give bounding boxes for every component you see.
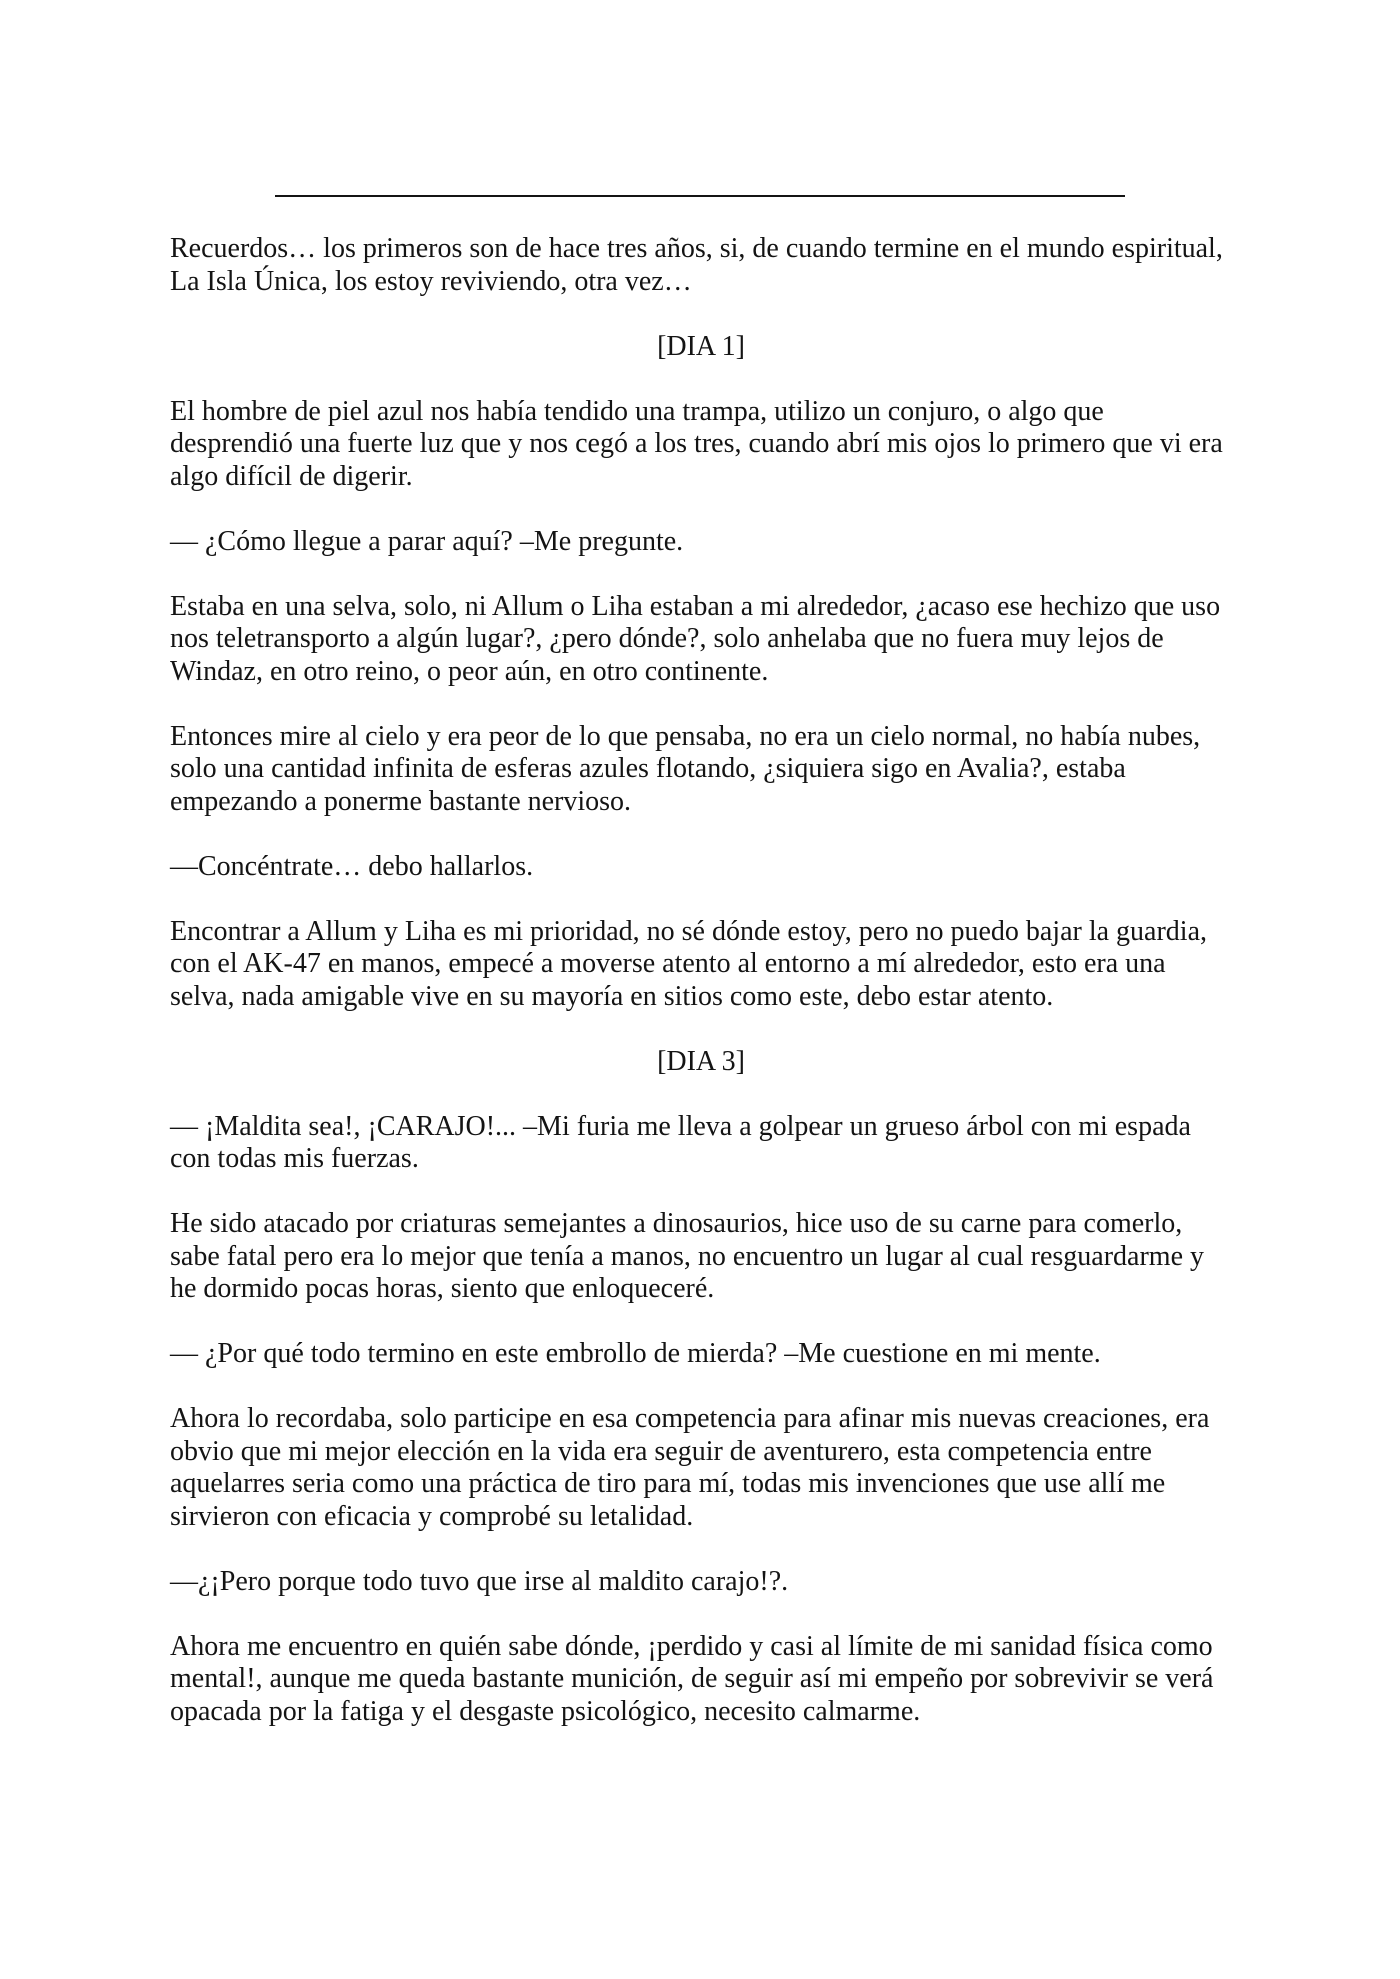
paragraph [170,1403,1232,1533]
paragraph-line: mental!, aunque me queda bastante munición, de seguir así mi empeño por sobrevivir se verá [170,1663,1214,1694]
paragraph-line: nos teletransporto a algún lugar?, ¿pero dónde?, solo anhelaba que no fuera muy lejos de [170,623,1164,654]
paragraph-line: selva, nada amigable vive en su mayoría en sitios como este, debo estar atento. [170,980,1054,1012]
paragraph-line: La Isla Única, los estoy reviviendo, otra vez… [170,265,692,297]
dialogue-paragraph [170,1338,1232,1371]
paragraph-line: con todas mis fuerzas. [170,1143,419,1174]
paragraph-line: Entonces mire al cielo y era peor de lo que pensaba, no era un cielo normal, no había nubes, [170,720,1201,752]
paragraph-line: El hombre de piel azul nos había tendido una trampa, utilizo un conjuro, o algo que [170,395,1104,427]
paragraph [170,1208,1232,1306]
paragraph-line: aquelarres seria como una práctica de tiro para mí, todas mis invenciones que use allí me [170,1468,1166,1499]
dialogue-paragraph [170,1111,1232,1176]
dialogue-paragraph [170,851,1232,884]
paragraph-line: algo difícil de digerir. [170,460,413,492]
document-body [170,233,1232,1761]
paragraph-line: — ¿Por qué todo termino en este embrollo de mierda? –Me cuestione en mi mente. [170,1338,1101,1369]
paragraph-line: — ¡Maldita sea!, ¡CARAJO!... –Mi furia me lleva a golpear un grueso árbol con mi espada [170,1110,1191,1142]
paragraph [170,591,1232,689]
horizontal-rule [275,195,1125,197]
paragraph-line: solo una cantidad infinita de esferas azules flotando, ¿siquiera sigo en Avalia?, estaba [170,753,1126,784]
paragraph-line: Ahora me encuentro en quién sabe dónde, ¡perdido y casi al límite de mi sanidad física como [170,1630,1213,1662]
paragraph-line: —¿¡Pero porque todo tuvo que irse al maldito carajo!?. [170,1565,789,1597]
section-heading-text: [DIA 3] [657,1045,745,1077]
dialogue-paragraph [170,1566,1232,1599]
paragraph-line: desprendió una fuerte luz que y nos cegó a los tres, cuando abrí mis ojos lo primero que vi era [170,428,1223,459]
section-heading [170,331,1232,364]
paragraph-line: Ahora lo recordaba, solo participe en esa competencia para afinar mis nuevas creaciones, era [170,1403,1210,1434]
paragraph-line: Recuerdos… los primeros son de hace tres años, si, de cuando termine en el mundo espiritual, [170,233,1223,264]
paragraph-line: Encontrar a Allum y Liha es mi prioridad, no sé dónde estoy, pero no puedo bajar la guardia, [170,915,1207,947]
paragraph-line: empezando a ponerme bastante nervioso. [170,785,632,817]
section-heading-text: [DIA 1] [657,330,745,362]
paragraph-line: —Concéntrate… debo hallarlos. [170,850,534,882]
paragraph-line: opacada por la fatiga y el desgaste psicológico, necesito calmarme. [170,1695,921,1727]
paragraph-line: Windaz, en otro reino, o peor aún, en otro continente. [170,655,769,687]
paragraph [170,721,1232,819]
paragraph-line: con el AK-47 en manos, empecé a moverse atento al entorno a mí alrededor, esto era una [170,948,1166,979]
paragraph [170,1631,1232,1729]
paragraph-line: sirvieron con eficacia y comprobé su letalidad. [170,1500,694,1532]
paragraph-line: He sido atacado por criaturas semejantes a dinosaurios, hice uso de su carne para comerlo, [170,1208,1183,1239]
paragraph-line: sabe fatal pero era lo mejor que tenía a manos, no encuentro un lugar al cual resguardarme y [170,1240,1205,1272]
dialogue-paragraph [170,526,1232,559]
paragraph-line: Estaba en una selva, solo, ni Allum o Liha estaban a mi alrededor, ¿acaso ese hechizo que uso [170,590,1221,622]
paragraph [170,233,1232,298]
paragraph-line: he dormido pocas horas, siento que enloqueceré. [170,1273,715,1304]
paragraph [170,396,1232,494]
paragraph [170,916,1232,1014]
paragraph-line: obvio que mi mejor elección en la vida era seguir de aventurero, esta competencia entre [170,1435,1152,1467]
paragraph-line: — ¿Cómo llegue a parar aquí? –Me pregunte. [170,525,684,557]
section-heading [170,1046,1232,1079]
